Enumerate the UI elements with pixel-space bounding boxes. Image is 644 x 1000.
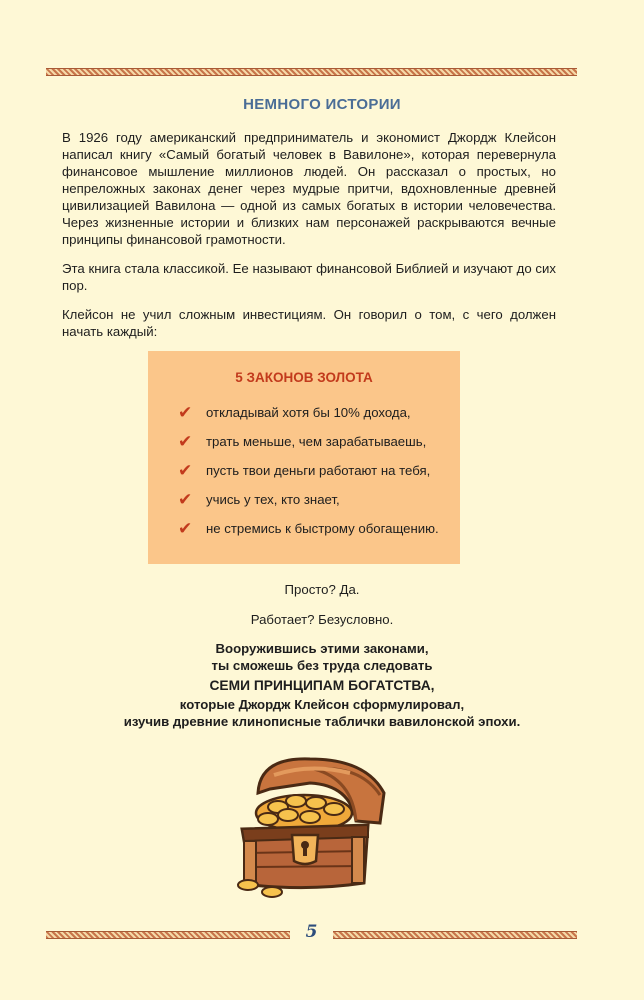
- top-divider: [46, 68, 577, 76]
- checkmark-icon: ✔: [178, 490, 193, 509]
- intro-paragraph: В 1926 году американский предприниматель и экономист Джордж Клейсон написал книгу «Самый богатый человек в Вавилоне», которая перевернула финансовое мышление миллионов людей. Он рассказал о простых, но непреложных законах денег через мудрые притчи, вдохновленные древней цивилизацией Вавилона — одной из самых богатых в истории человечества. Через жизненные истории и близких нам персонажей раскрываются вечные принципы финансовой грамотности.: [62, 130, 556, 247]
- bottom-divider-right: [333, 931, 577, 939]
- gold-laws-title: 5 ЗАКОНОВ ЗОЛОТА: [235, 370, 373, 385]
- treasure-chest-icon: [230, 755, 390, 905]
- law-text: пусть твои деньги работают на тебя,: [206, 463, 431, 478]
- law-text: трать меньше, чем зарабатываешь,: [206, 434, 427, 449]
- checkmark-icon: ✔: [178, 403, 193, 422]
- checkmark-icon: ✔: [178, 432, 193, 451]
- closing-line: ты сможешь без труда следовать: [211, 658, 433, 673]
- works-line: Работает? Безусловно.: [250, 612, 394, 627]
- bottom-divider-left: [46, 931, 290, 939]
- gold-laws-box: [148, 351, 460, 564]
- closing-line: которые Джордж Клейсон сформулировал,: [179, 697, 465, 712]
- law-text: учись у тех, кто знает,: [206, 492, 340, 507]
- section-heading: НЕМНОГО ИСТОРИИ: [243, 96, 401, 113]
- list-item: [178, 490, 340, 510]
- law-text: не стремись к быстрому обогащению.: [206, 521, 439, 536]
- page-number: 5: [305, 922, 318, 942]
- law-text: откладывай хотя бы 10% дохода,: [206, 405, 411, 420]
- list-item: [178, 519, 439, 539]
- closing-statement: [0, 640, 644, 730]
- checkmark-icon: ✔: [178, 519, 193, 538]
- classic-paragraph: Эта книга стала классикой. Ее называют финансовой Библией и изучают до сих пор.: [62, 261, 556, 293]
- list-item: [178, 432, 426, 452]
- list-item: [178, 403, 411, 423]
- clason-paragraph: Клейсон не учил сложным инвестициям. Он говорил о том, с чего должен начать каждый:: [62, 307, 556, 339]
- simple-line: Просто? Да.: [284, 582, 360, 597]
- checkmark-icon: ✔: [178, 461, 193, 480]
- list-item: [178, 461, 430, 481]
- closing-emphasis: СЕМИ ПРИНЦИПАМ БОГАТСТВА,: [209, 678, 435, 693]
- closing-line: изучив древние клинописные таблички вавилонской эпохи.: [123, 714, 521, 729]
- closing-line: Вооружившись этими законами,: [215, 641, 429, 656]
